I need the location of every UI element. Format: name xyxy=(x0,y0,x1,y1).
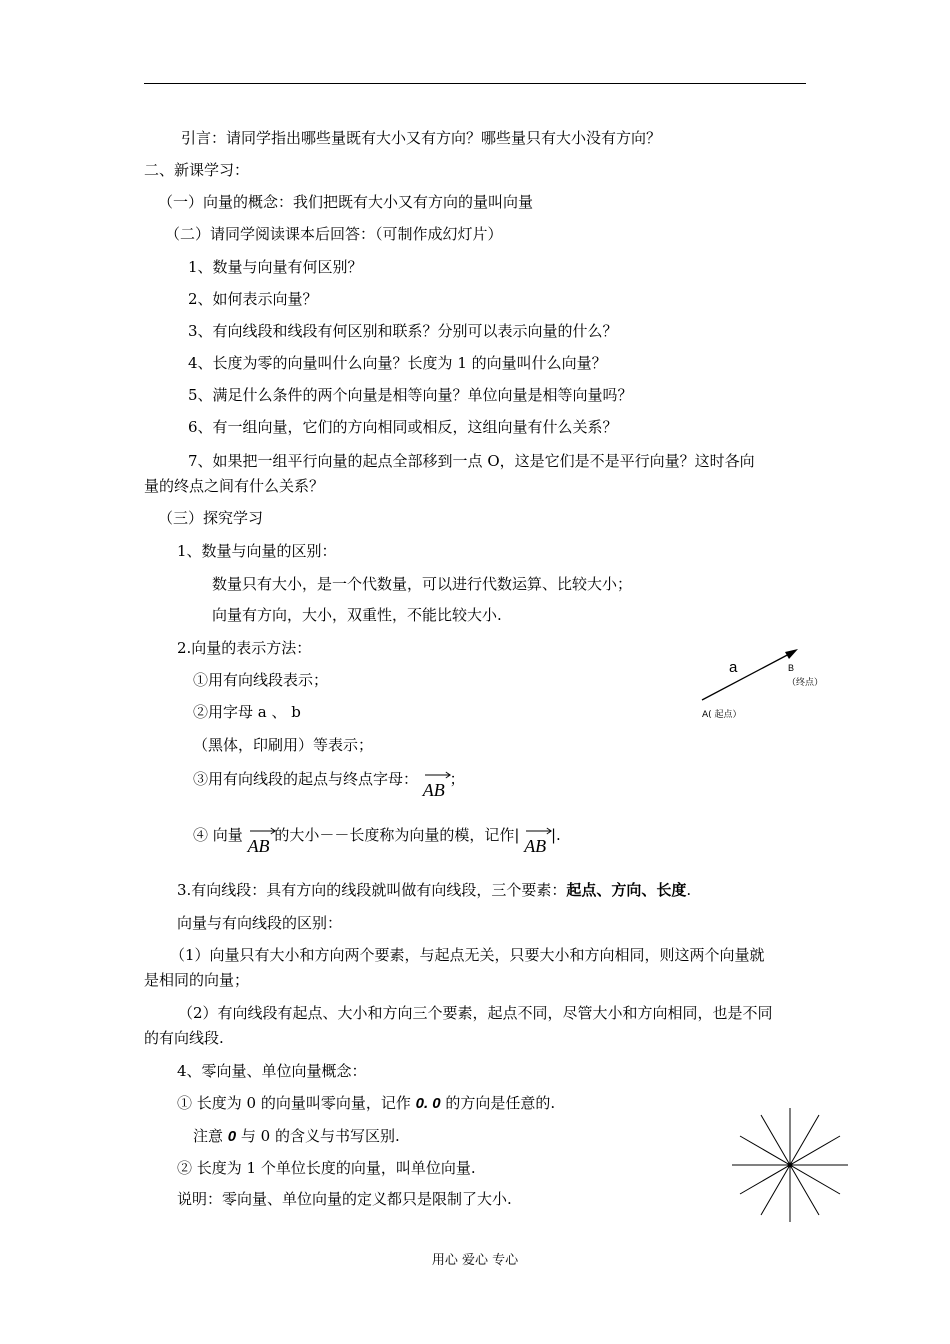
method-3-text: ③用有向线段的起点与终点字母： xyxy=(193,770,419,788)
question-item: 6、有一组向量，它们的方向相同或相反，这组向量有什么关系？ xyxy=(188,418,618,436)
question-item: 4、长度为零的向量叫什么向量？长度为 1 的向量叫什么向量？ xyxy=(188,354,607,372)
vector-ab-notation: AB xyxy=(423,780,445,800)
difference-1-line: 是相同的向量； xyxy=(144,971,250,989)
question-item: 5、满足什么条件的两个向量是相等向量？单位向量是相等向量吗？ xyxy=(188,386,633,404)
method-4 xyxy=(193,824,561,856)
method-3-end: ； xyxy=(449,770,465,788)
vector-star-figure xyxy=(730,1106,850,1224)
vector-label-a: a xyxy=(729,659,738,676)
method-4-text-b: 的大小－－长度称为向量的模，记作| xyxy=(274,826,520,844)
vector-arrow-icon xyxy=(250,828,276,834)
question-item: 3、有向线段和线段有何区别和联系？分别可以表示向量的什么？ xyxy=(188,322,618,340)
subsection-explore: （三）探究学习 xyxy=(158,509,264,527)
zero-vector-symbol: 0. 0 xyxy=(415,1095,441,1112)
explore-point-2-title: 2.向量的表示方法： xyxy=(177,639,312,657)
zero-vector-symbol: 0 xyxy=(227,1128,237,1145)
page-footer: 用心 爱心 专心 xyxy=(431,1253,519,1268)
section-heading: 二、新课学习： xyxy=(144,161,250,179)
method-1: ①用有向线段表示； xyxy=(193,671,329,689)
method-3 xyxy=(193,768,465,800)
explore-point-3: 3.有向线段：具有方向的线段就叫做有向线段，三个要素：起点、方向、长度. xyxy=(177,881,692,899)
vector-arrow-icon xyxy=(526,828,552,834)
question-item: 7、如果把一组平行向量的起点全部移到一点 O，这是它们是不是平行向量？这时各向 xyxy=(188,452,755,470)
method-2: ②用字母 a 、 b xyxy=(193,703,301,721)
header-rule xyxy=(144,83,806,84)
explore-point-1-title: 1、数量与向量的区别： xyxy=(177,542,337,560)
center-point xyxy=(788,1163,793,1168)
definition-note: 说明：零向量、单位向量的定义都只是限制了大小. xyxy=(177,1190,512,1208)
vector-segment xyxy=(702,652,793,700)
start-point-label: A( 起点） xyxy=(702,710,742,720)
question-item: 2、如何表示向量？ xyxy=(188,290,318,308)
vector-ab-notation: AB xyxy=(248,836,270,856)
vector-ab-notation: AB xyxy=(524,836,546,856)
intro-text: 引言：请同学指出哪些量既有大小又有方向？哪些量只有大小没有方向？ xyxy=(181,129,662,147)
question-item: 1、数量与向量有何区别？ xyxy=(188,258,363,276)
difference-title: 向量与有向线段的区别： xyxy=(177,914,343,932)
vector-arrow-icon xyxy=(425,772,451,778)
end-point-label: （终点） xyxy=(787,678,824,688)
point-label-b: B xyxy=(788,663,795,673)
arrowhead-icon xyxy=(785,649,798,659)
subsection-reading: （二）请同学阅读课本后回答：（可制作成幻灯片） xyxy=(165,225,503,243)
method-4-text-a: ④ 向量 xyxy=(193,826,243,844)
zero-vector-def: ① 长度为 0 的向量叫零向量，记作 0. 0 的方向是任意的. xyxy=(177,1094,556,1112)
explore-point-1-line: 数量只有大小，是一个代数量，可以进行代数运算、比较大小； xyxy=(212,575,633,593)
difference-1-line: （1）向量只有大小和方向两个要素，与起点无关，只要大小和方向相同，则这两个向量就 xyxy=(170,946,765,964)
zero-vector-note: 注意 0 与 0 的含义与书写区别. xyxy=(193,1127,400,1145)
three-elements: 起点、方向、长度 xyxy=(566,881,687,899)
explore-point-4-title: 4、零向量、单位向量概念： xyxy=(177,1062,367,1080)
question-item-continued: 量的终点之间有什么关系？ xyxy=(144,477,325,495)
difference-2-line: （2）有向线段有起点、大小和方向三个要素，起点不同，尽管大小和方向相同，也是不同 xyxy=(178,1004,773,1022)
unit-vector-def: ② 长度为 1 个单位长度的向量，叫单位向量. xyxy=(177,1159,476,1177)
method-2-note: （黑体，印刷用）等表示； xyxy=(193,736,374,754)
difference-2-line: 的有向线段. xyxy=(144,1029,224,1047)
method-4-text-c: |. xyxy=(550,826,561,844)
explore-point-1-line: 向量有方向，大小，双重性，不能比较大小. xyxy=(212,606,502,624)
vector-figure xyxy=(690,640,850,730)
subsection-concept: （一）向量的概念：我们把既有大小又有方向的量叫向量 xyxy=(158,193,534,211)
